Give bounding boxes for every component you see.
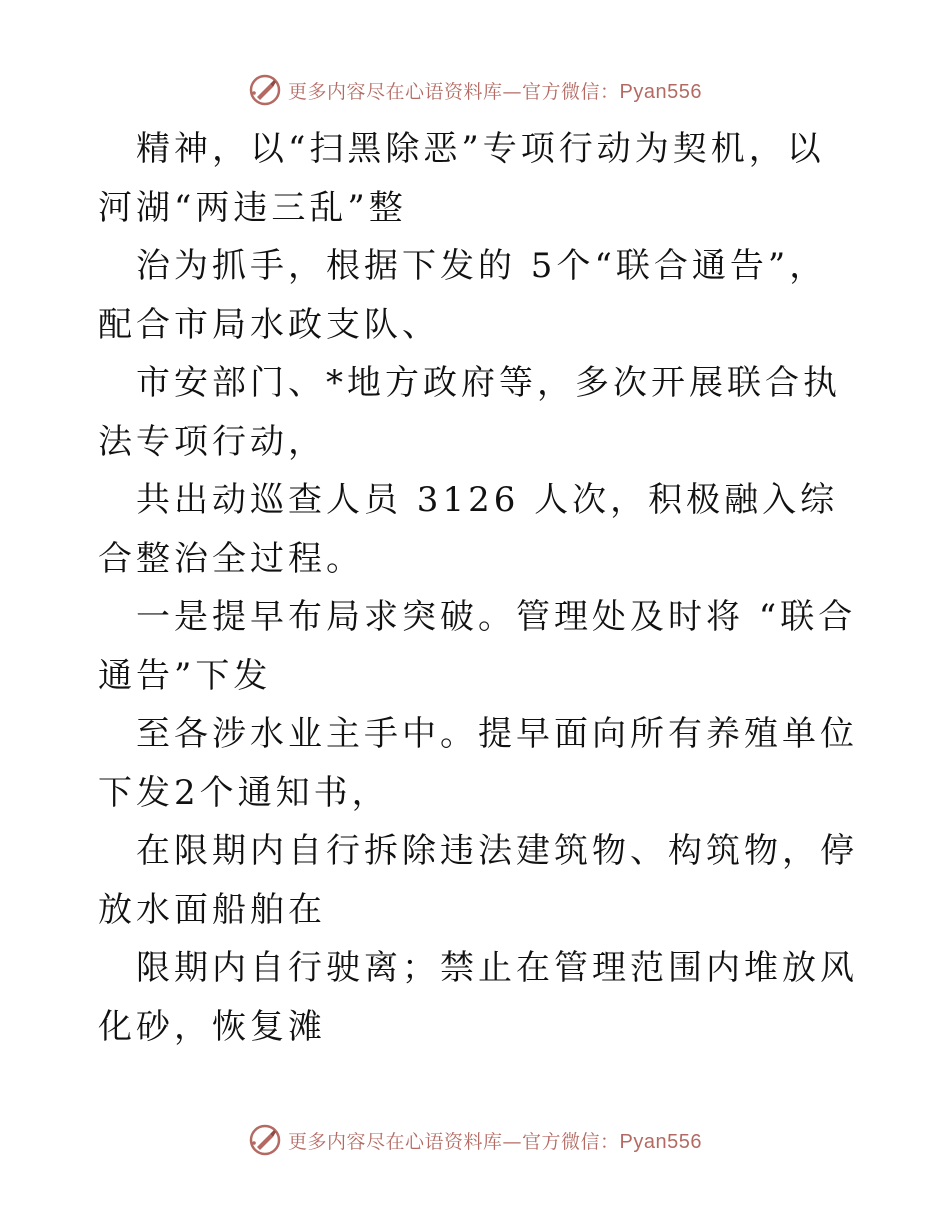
header-watermark bbox=[0, 70, 950, 110]
footer-watermark-text bbox=[288, 1127, 702, 1154]
pen-logo-icon bbox=[248, 73, 282, 107]
document-body bbox=[98, 120, 858, 1056]
header-watermark-text bbox=[288, 77, 702, 104]
paragraph: 在限期内自行拆除违法建筑物、构筑物，停放水面船舶在 bbox=[98, 831, 858, 930]
header-watermark-id: Pyan556 bbox=[619, 80, 702, 103]
header-watermark-cn: 更多内容尽在心语资料库—官方微信： bbox=[288, 80, 620, 103]
footer-watermark-cn: 更多内容尽在心语资料库—官方微信： bbox=[288, 1130, 620, 1153]
paragraph: 治为抓手，根据下发的 5个“联合通告”，配合市局水政支队、 bbox=[98, 246, 828, 345]
paragraph: 限期内自行驶离；禁止在管理范围内堆放风化砂，恢复滩 bbox=[98, 948, 858, 1047]
footer-watermark-id: Pyan556 bbox=[619, 1130, 702, 1153]
footer-watermark bbox=[0, 1120, 950, 1160]
pen-logo-icon bbox=[248, 1123, 282, 1157]
paragraph: 共出动巡查人员 3126 人次，积极融入综合整治全过程。 bbox=[98, 480, 839, 579]
paragraph: 至各涉水业主手中。提早面向所有养殖单位下发2个通知书， bbox=[98, 714, 858, 813]
paragraph: 精神，以“扫黑除恶”专项行动为契机，以河湖“两违三乱”整 bbox=[98, 129, 825, 228]
paragraph: 一是提早布局求突破。管理处及时将 “联合通告”下发 bbox=[98, 597, 857, 696]
paragraph: 市安部门、*地方政府等，多次开展联合执法专项行动， bbox=[98, 363, 841, 462]
